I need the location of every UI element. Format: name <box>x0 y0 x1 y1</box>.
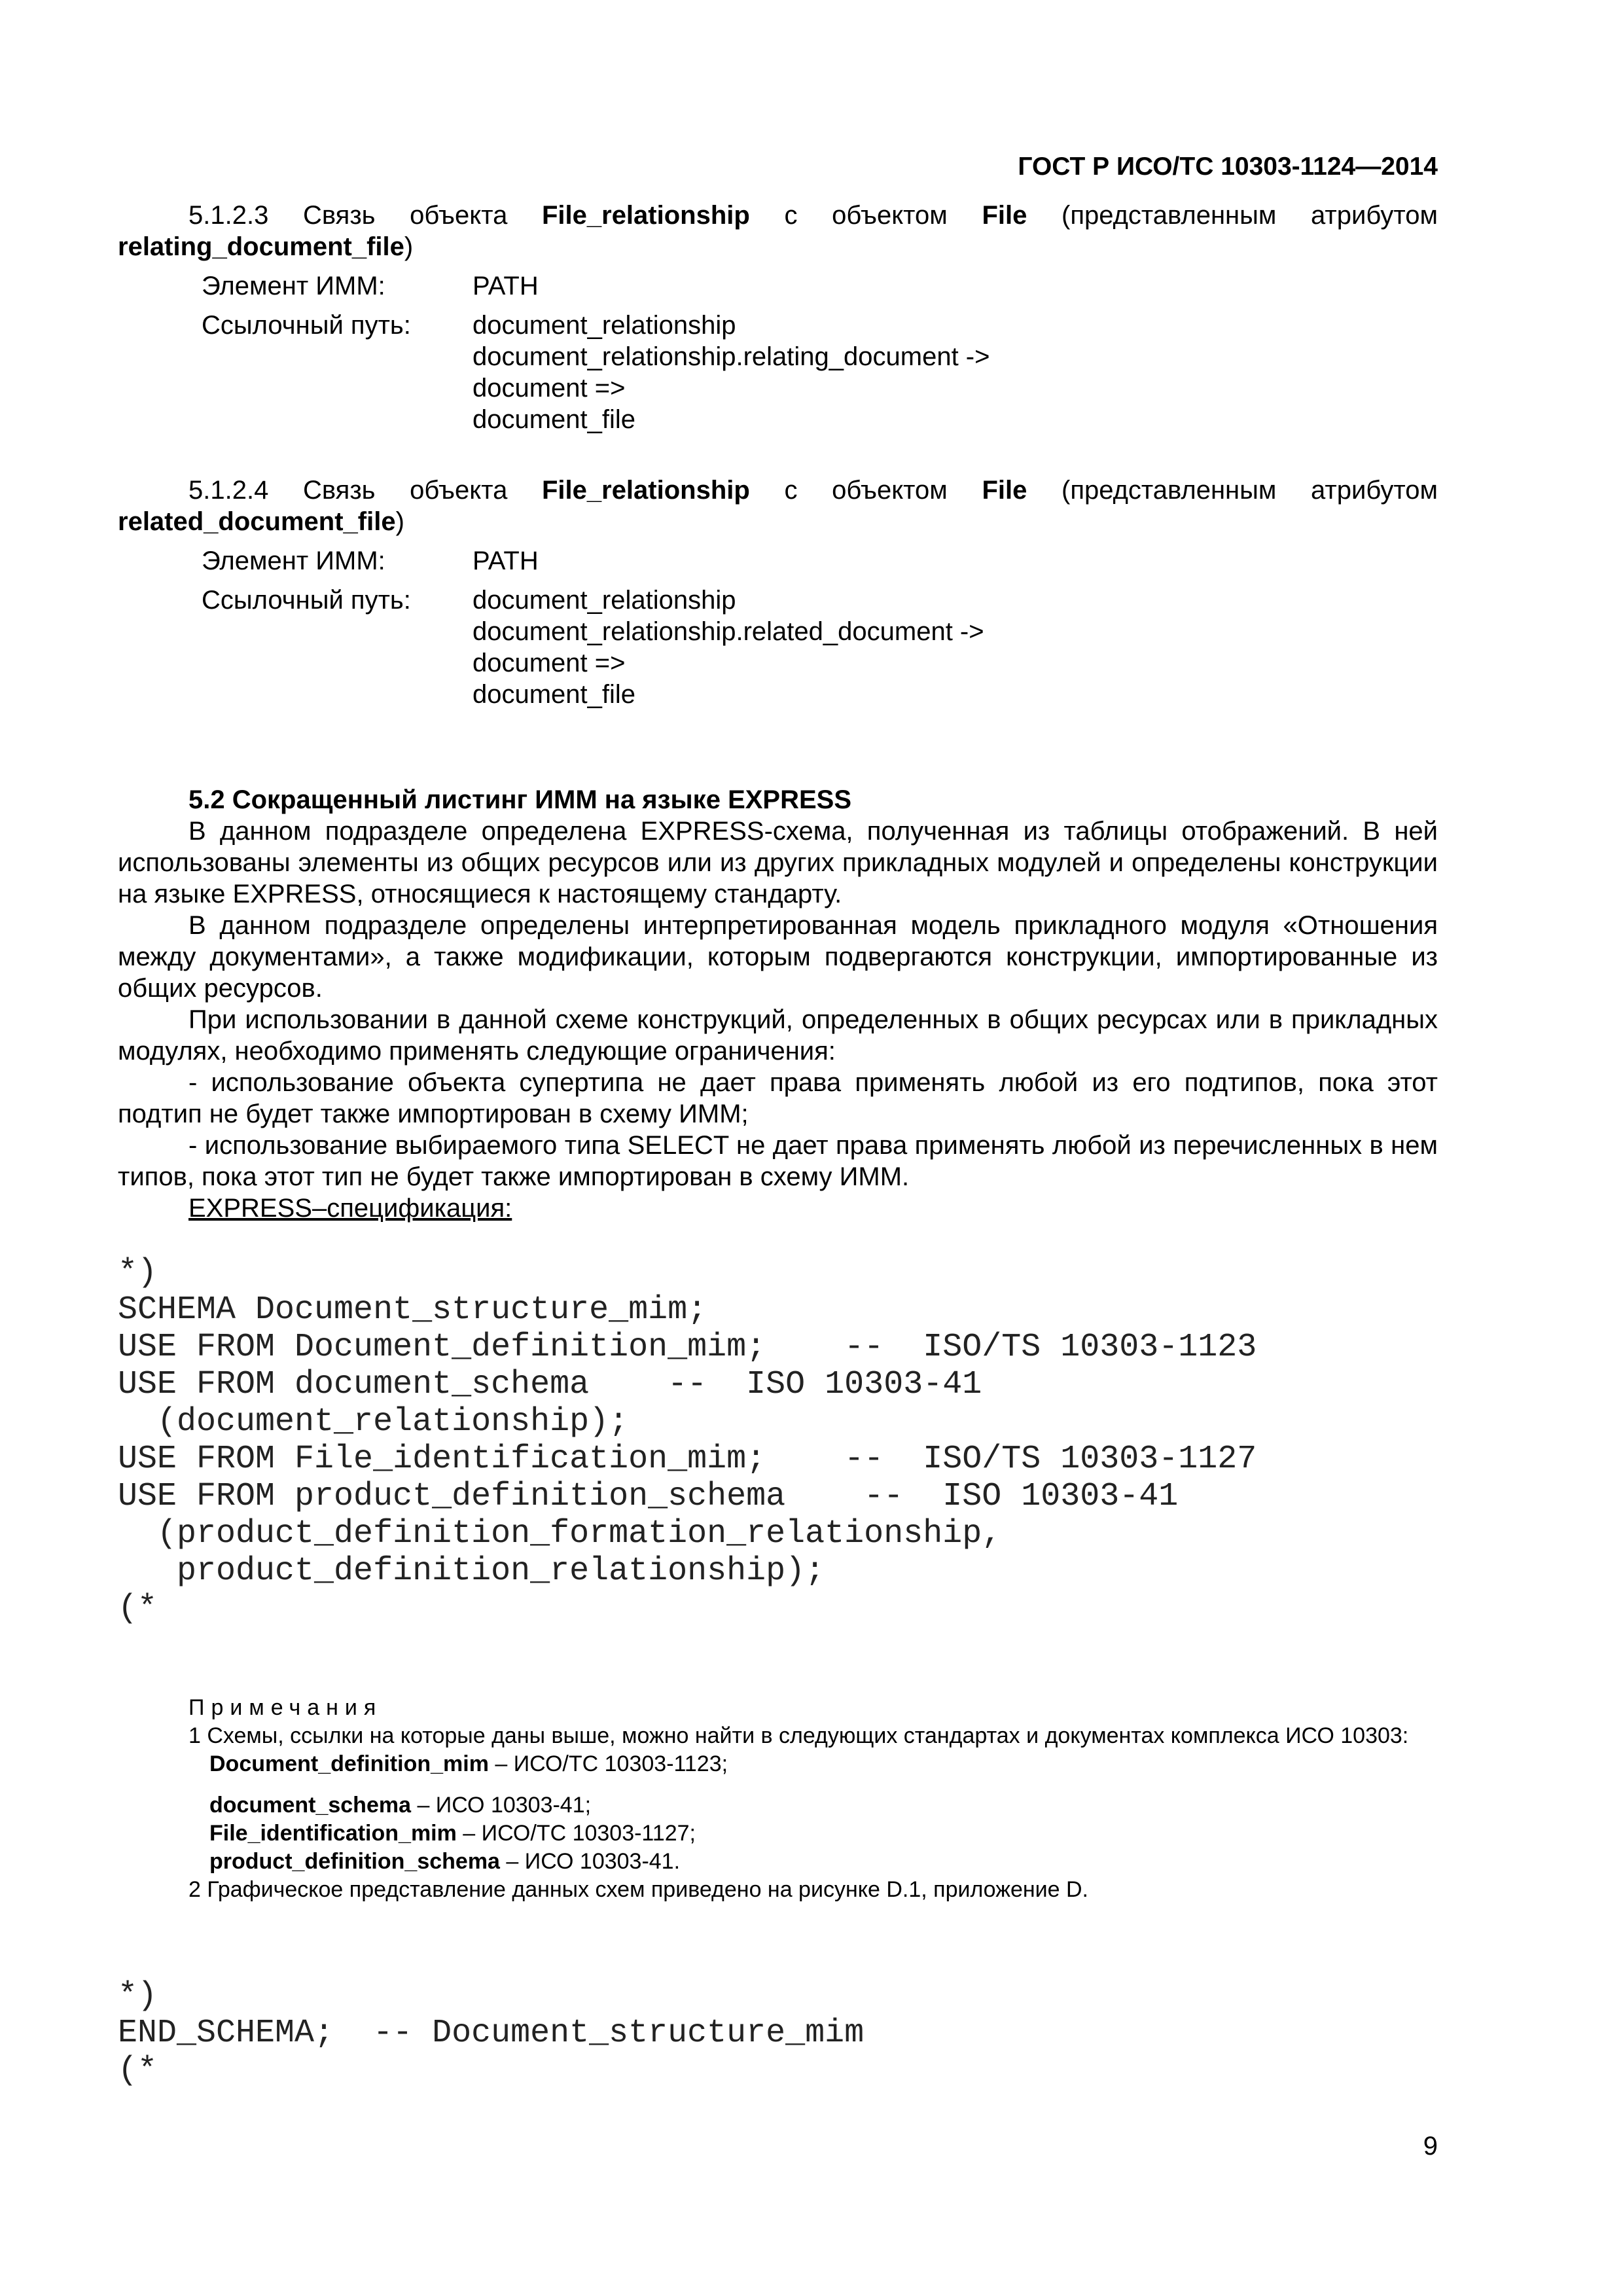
schema-name: File_identification_mim <box>209 1821 457 1846</box>
code-line: (product_definition_formation_relationship, <box>118 1515 1002 1552</box>
clause-text: ) <box>395 507 404 536</box>
code-line: *) <box>118 1254 158 1291</box>
reference-path-label: Ссылочный путь: <box>202 311 411 340</box>
code-line: (* <box>118 2052 158 2089</box>
section-heading: 5.2 Сокращенный листинг ИММ на языке EXPRESS <box>188 785 852 814</box>
clause-text: Связь объекта <box>268 201 542 230</box>
clause-heading <box>118 475 1438 506</box>
clause-text: Связь объекта <box>268 476 542 505</box>
object-name: File_relationship <box>541 201 750 230</box>
reference-path-label: Ссылочный путь: <box>202 586 411 615</box>
code-line: USE FROM product_definition_schema -- ISO 10303-41 <box>118 1478 1179 1515</box>
attribute-name: relating_document_file <box>118 232 404 261</box>
clause-number: 5.1.2.4 <box>188 476 269 505</box>
express-code-end-block <box>118 1977 864 2089</box>
object-name: File <box>982 201 1027 230</box>
path-line: document => <box>473 649 626 677</box>
path-line: document_relationship.related_document -> <box>473 617 984 646</box>
express-code-block <box>118 1254 1257 1627</box>
path-line: document_file <box>473 405 636 434</box>
schema-source: – ИСО/ТС 10303-1123; <box>488 1751 728 1776</box>
code-line: USE FROM document_schema -- ISO 10303-41 <box>118 1366 982 1403</box>
schema-source: – ИСО 10303-41; <box>411 1793 592 1818</box>
note-reference <box>118 1848 1438 1876</box>
page-header: ГОСТ Р ИСО/ТС 10303-1124—2014 <box>1018 152 1438 181</box>
paragraph: В данном подразделе определена EXPRESS-схема, полученная из таблицы отображений. В ней использованы элементы из общих ресурсов или из других прикладных модулей и определены конструкции на языке EXPRESS, относящиеся к настоящему стандарту. <box>118 817 1438 908</box>
clause-5-1-2-3 <box>118 200 1438 435</box>
note-reference <box>118 1820 1438 1848</box>
reference-path <box>473 584 1438 710</box>
mim-element-row <box>118 270 1438 302</box>
schema-name: document_schema <box>209 1793 411 1818</box>
attribute-name: related_document_file <box>118 507 396 536</box>
schema-name: Document_definition_mim <box>209 1751 489 1776</box>
schema-name: product_definition_schema <box>209 1849 500 1874</box>
attribute-line <box>118 506 1438 537</box>
clause-heading <box>118 200 1438 231</box>
paragraph: В данном подразделе определены интерпретированная модель прикладного модуля «Отношения между документами», а также модификации, которым подвергаются конструкции, импортированные из общих ресурсов. <box>118 911 1438 1003</box>
code-line: product_definition_relationship); <box>118 1552 825 1590</box>
code-line: SCHEMA Document_structure_mim; <box>118 1291 707 1329</box>
clause-text: (представленным атрибутом <box>1027 201 1438 230</box>
notes-title: Примечания <box>188 1695 383 1720</box>
clause-number: 5.1.2.3 <box>188 201 269 230</box>
note-item: 2 Графическое представление данных схем приведено на рисунке D.1, приложение D. <box>188 1877 1088 1902</box>
attribute-line <box>118 231 1438 262</box>
reference-path-row <box>118 310 1438 435</box>
reference-path <box>473 310 1438 435</box>
clause-text: с объектом <box>749 476 982 505</box>
reference-path-row <box>118 584 1438 710</box>
express-spec-label <box>118 1193 1438 1224</box>
mim-element-row <box>118 545 1438 577</box>
schema-source: – ИСО/ТС 10303-1127; <box>456 1821 696 1846</box>
code-line: USE FROM Document_definition_mim; -- ISO/TS 10303-1123 <box>118 1329 1257 1366</box>
mim-element-label: Элемент ИММ: <box>202 547 385 575</box>
path-line: document_file <box>473 680 636 709</box>
note-item: 1 Схемы, ссылки на которые даны выше, можно найти в следующих стандартах и документах комплекса ИСО 10303: <box>188 1723 1409 1748</box>
path-line: document_relationship <box>473 311 736 340</box>
paragraph: При использовании в данной схеме конструкций, определенных в общих ресурсах или в прикладных модулях, необходимо применять следующие ограничения: <box>118 1005 1438 1066</box>
mim-element-value: PATH <box>473 547 539 575</box>
clause-text: с объектом <box>749 201 982 230</box>
path-line: document => <box>473 374 626 403</box>
bullet-item: - использование выбираемого типа SELECT не дает права применять любой из перечисленных в нем типов, пока этот тип не будет также импортирован в схему ИММ. <box>118 1131 1438 1191</box>
object-name: File <box>982 476 1027 505</box>
code-line: END_SCHEMA; -- Document_structure_mim <box>118 2015 865 2052</box>
notes <box>118 1694 1438 1904</box>
mim-element-label: Элемент ИММ: <box>202 272 385 300</box>
clause-5-1-2-4 <box>118 475 1438 710</box>
path-line: document_relationship.relating_document -> <box>473 342 990 371</box>
bullet-item: - использование объекта супертипа не дает права применять любой из его подтипов, пока этот подтип не будет также импортирован в схему ИММ; <box>118 1068 1438 1128</box>
mim-element-value: PATH <box>473 272 539 300</box>
clause-text: ) <box>404 232 414 261</box>
code-line: (* <box>118 1590 158 1627</box>
clause-text: (представленным атрибутом <box>1027 476 1438 505</box>
code-line: (document_relationship); <box>118 1403 629 1441</box>
code-line: USE FROM File_identification_mim; -- ISO/TS 10303-1127 <box>118 1441 1257 1478</box>
express-spec-text: EXPRESS–спецификация: <box>188 1194 512 1223</box>
path-line: document_relationship <box>473 586 736 615</box>
section-5-2 <box>118 784 1438 1224</box>
code-line: *) <box>118 1977 158 2015</box>
note-reference <box>118 1791 1438 1820</box>
note-reference <box>118 1750 1438 1778</box>
schema-source: – ИСО 10303-41. <box>499 1849 681 1874</box>
page-number: 9 <box>1423 2132 1438 2161</box>
object-name: File_relationship <box>541 476 750 505</box>
